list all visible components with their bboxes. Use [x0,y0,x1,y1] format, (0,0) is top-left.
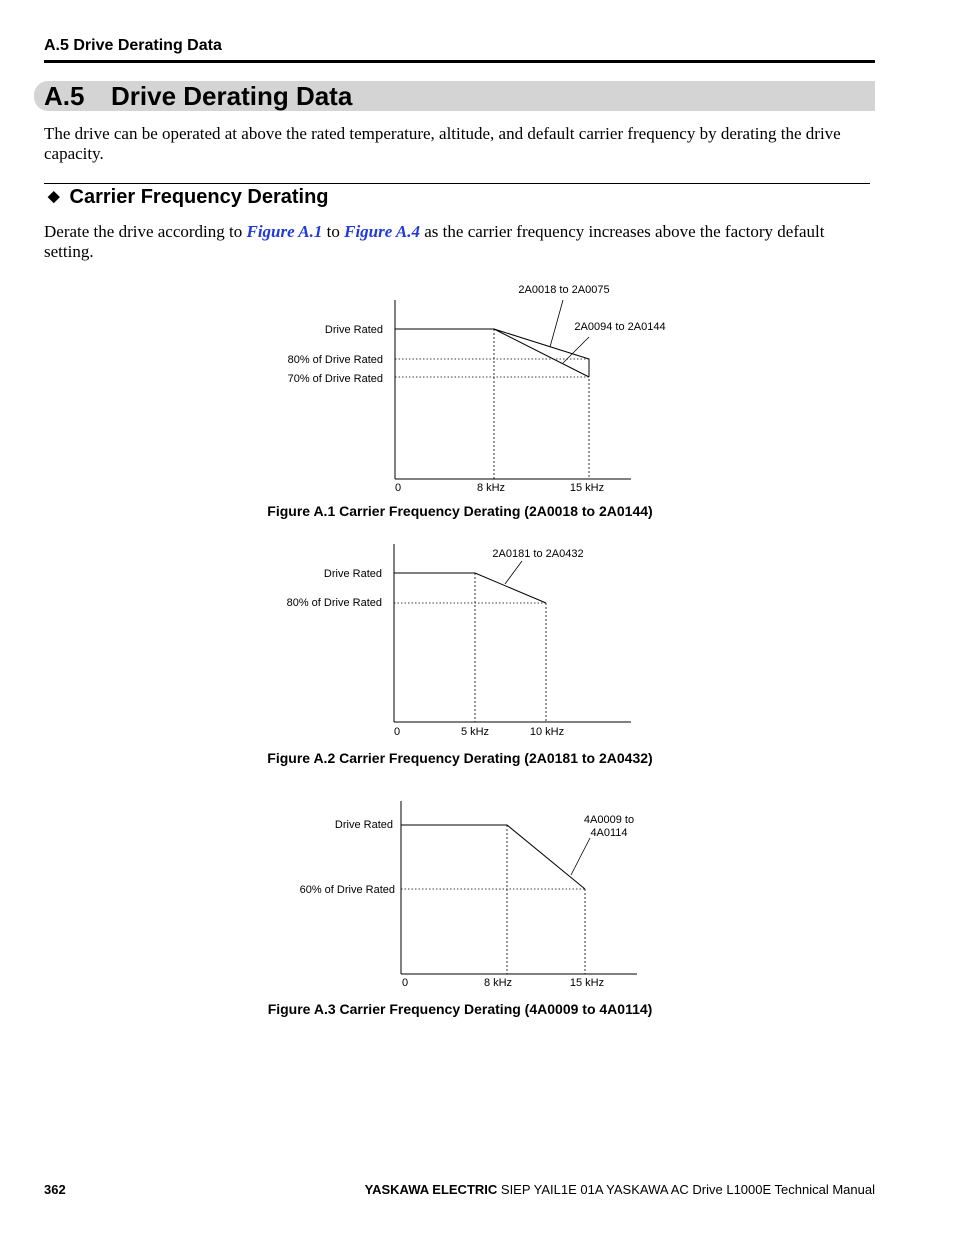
series-label-2a0181: 2A0181 to 2A0432 [492,548,584,560]
series-label-2a0094: 2A0094 to 2A0144 [574,321,666,333]
page-number: 362 [44,1182,66,1197]
y-label-60: 60% of Drive Rated [299,884,395,896]
section-number: A.5 [44,81,85,111]
section-title: Drive Derating Data [111,81,353,111]
figure-a3-chart [0,795,920,995]
x-tick-10khz: 10 kHz [529,726,565,738]
diamond-icon: ◆ [48,188,60,205]
y-label-rated: Drive Rated [323,568,382,580]
series-label-4a0009-line2: 4A0114 [590,827,628,839]
figure-a1-caption: Figure A.1 Carrier Frequency Derating (2A0018 to 2A0144) [267,503,653,519]
subsection-heading [48,186,329,209]
body-paragraph [44,222,864,262]
footer-manual [365,1182,875,1197]
x-tick-8khz: 8 kHz [483,977,513,989]
series-label-2a0018: 2A0018 to 2A0075 [518,284,610,296]
footer-manual-title: SIEP YAIL1E 01A YASKAWA AC Drive L1000E Technical Manual [497,1182,875,1197]
y-label-70: 70% of Drive Rated [287,373,383,385]
header-rule [44,60,875,63]
body-text-middle: to [322,222,345,241]
y-label-80: 80% of Drive Rated [286,597,382,609]
x-tick-5khz: 5 kHz [460,726,490,738]
y-label-rated: Drive Rated [334,819,393,831]
figure-a3-caption: Figure A.3 Carrier Frequency Derating (4A0009 to 4A0114) [267,1001,653,1017]
x-tick-15khz: 15 kHz [569,482,605,494]
series-2a0181-line [394,573,546,603]
section-heading [34,81,875,111]
series-2a0094-line [494,329,589,377]
figure-a2-caption: Figure A.2 Carrier Frequency Derating (2A0181 to 2A0432) [267,750,653,766]
running-header: A.5 Drive Derating Data [44,37,222,54]
figure-a2-chart [0,540,920,750]
callout-2a0018 [550,300,563,347]
figure-a1-chart [0,280,920,500]
callout-2a0181 [505,561,522,584]
series-label-4a0009-line1: 4A0009 to [583,814,635,826]
x-tick-8khz: 8 kHz [476,482,506,494]
figure-a4-link[interactable]: Figure A.4 [344,222,421,241]
y-label-rated: Drive Rated [324,324,383,336]
x-tick-15khz: 15 kHz [569,977,605,989]
subsection-rule [44,183,870,184]
x-tick-0: 0 [393,726,401,738]
y-label-80: 80% of Drive Rated [287,354,383,366]
series-2a0018-line [395,329,589,377]
figure-a1-link[interactable]: Figure A.1 [246,222,323,241]
footer-brand: YASKAWA ELECTRIC [364,1182,498,1197]
body-text-after: as the carrier frequency increases above the factory default setting. [44,222,825,261]
series-4a0009-line [401,825,585,889]
subsection-title: Carrier Frequency Derating [69,186,329,208]
body-text-before: Derate the drive according to [44,222,247,241]
x-tick-0: 0 [394,482,402,494]
callout-4a0009 [571,838,590,875]
x-tick-0: 0 [401,977,409,989]
intro-paragraph: The drive can be operated at above the rated temperature, altitude, and default carrier frequency by derating the drive capacity. [44,124,841,163]
